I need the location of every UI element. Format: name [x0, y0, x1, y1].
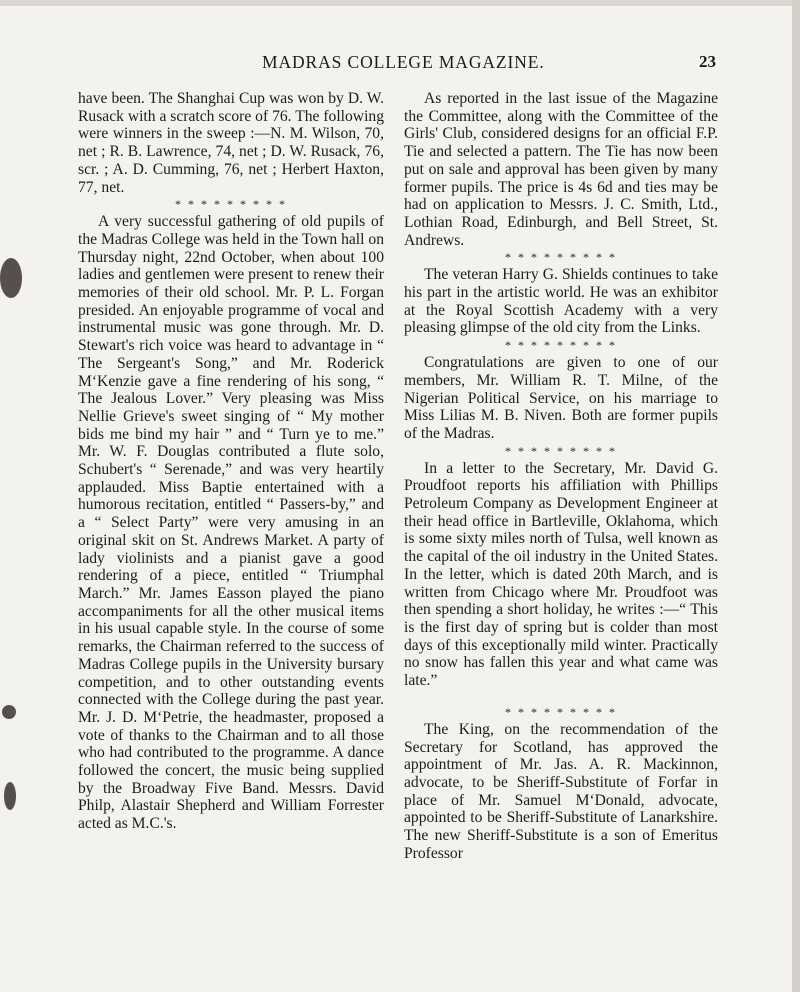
section-divider: * * * * * * * * *	[505, 338, 617, 353]
binding-mark	[2, 705, 16, 719]
shields-paragraph: The veteran Harry G. Shields continues to take his part in the artistic world. He was an exhibitor at the Royal Scottish Academy with a very pleasing glimpse of the old city from the Links.	[404, 266, 718, 337]
right-column	[404, 90, 718, 862]
left-column	[78, 90, 384, 833]
reunion-paragraph: A very successful gathering of old pupils of the Madras College was held in the Town hall on Thursday night, 22nd October, when about 100 ladies and gentlemen were present to renew their memories of their old school. Mr. P. L. Forgan presided. An enjoyable programme of vocal and instrumental music was gone through. Mr. D. Stewart's rich voice was heard to advantage in “ The Sergeant's Song,” and Mr. Roderick M‘Kenzie gave a fine rendering of his song, “ The Jealous Lover.” Very pleasing was Miss Nellie Grieve's sweet singing of “ My mother bids me bind my hair ” and “ Turn ye to me.” Mr. W. F. Douglas contributed a flute solo, Schubert's “ Serenade,” and was very heartily applauded. Miss Baptie entertained with a humorous recitation, entitled “ Passers-by,” and a “ Select Party” were very amusing in an original skit on St. Andrews Market. A party of lady violinists and a pianist gave a good rendering of a piece, entitled “ Triumphal March.” Mr. James Easson played the piano accompaniments for all the other musical items in his usual capable style. In the course of some remarks, the Chairman referred to the success of Madras College pupils in the University bursary competition, and to other outstanding events connected with the College during the past year. Mr. J. D. M‘Petrie, the headmaster, proposed a vote of thanks to the Chairman and to all those who had contributed to the programme. A dance followed the concert, the music being supplied by the Broadway Five Band. Messrs. David Philp, Alastair Shepherd and William Forrester acted as M.C.'s.	[78, 213, 384, 833]
section-divider: * * * * * * * * *	[175, 197, 287, 212]
page-number: 23	[699, 52, 716, 71]
magazine-title: MADRAS COLLEGE MAGAZINE.	[262, 52, 545, 72]
proudfoot-paragraph: In a letter to the Secretary, Mr. David G. Proudfoot reports his affiliation with Phillips Petroleum Company as Development Engineer at their head office in Bartleville, Oklahoma, which is some sixty miles north of Tulsa, well known as the capital of the oil industry in the United States. In the letter, which is dated 20th March, and is written from Chicago where Mr. Proudfoot was then spending a short holiday, he writes :—“ This is the first day of spring but is colder than most days of this exceptionally mild winter. Practically no snow has fallen this year and what came was late.”	[404, 459, 718, 690]
fp-tie-paragraph: As reported in the last issue of the Magazine the Committee, along with the Committee of the Girls' Club, considered designs for an official F.P. Tie and selected a pattern. The Tie has now been put on sale and approval has been given by many former pupils. The price is 4s 6d and ties may be had on application to Messrs. J. C. Smith, Ltd., Lothian Road, Edinburgh, and Bell Street, St. Andrews.	[404, 90, 718, 249]
golf-results-paragraph: have been. The Shanghai Cup was won by D. W. Rusack with a scratch score of 76. The following were winners in the sweep :—N. M. Wilson, 70, net ; R. B. Lawrence, 74, net ; D. W. Rusack, 76, scr. ; A. D. Cumming, 76, net ; Herbert Haxton, 77, net.	[78, 90, 384, 196]
section-divider: * * * * * * * * *	[505, 704, 617, 719]
section-divider: * * * * * * * * *	[505, 250, 617, 265]
binding-mark	[0, 258, 22, 298]
page-edge	[0, 0, 800, 6]
marriage-paragraph: Congratulations are given to one of our members, Mr. William R. T. Milne, of the Nigerian Political Service, on his marriage to Miss Lilias M. B. Niven. Both are former pupils of the Madras.	[404, 354, 718, 442]
mackinnon-paragraph: The King, on the recommendation of the Secretary for Scotland, has approved the appointment of Mr. Jas. A. R. Mackinnon, advocate, to be Sheriff-Substitute of Forfar in place of Mr. Samuel M‘Donald, advocate, appointed to be Sheriff-Substitute of Lanarkshire. The new Sheriff-Substitute is a son of Emeritus Professor	[404, 720, 718, 862]
page-edge	[792, 0, 800, 992]
page-header	[0, 52, 800, 76]
section-divider: * * * * * * * * *	[505, 443, 617, 458]
binding-mark	[4, 782, 16, 810]
